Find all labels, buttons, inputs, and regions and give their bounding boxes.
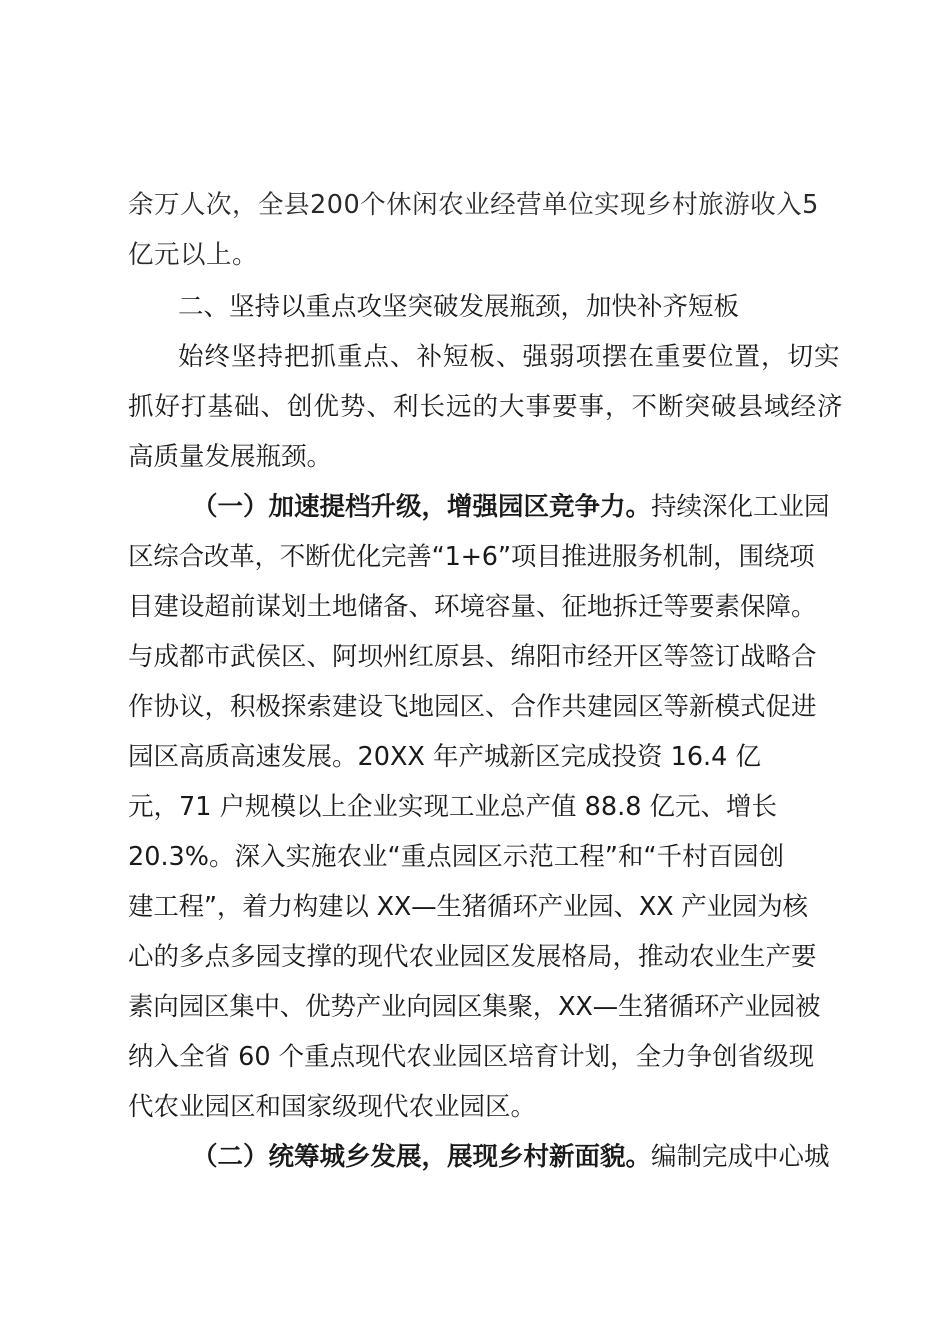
body-line: 作协议，积极探索建设飞地园区、合作共建园区等新模式促进 [128, 692, 817, 722]
body-line: 素向园区集中、优势产业向园区集聚，XX—生猪循环产业园被 [128, 992, 821, 1022]
body-line: 抓好打基础、创优势、利长远的大事要事，不断突破县域经济 [128, 392, 844, 422]
body-line: 纳入全省 60 个重点现代农业园区培育计划，全力争创省级现 [128, 1042, 815, 1072]
subsection-paragraph-start [192, 1140, 830, 1174]
body-line: 区综合改革，不断优化完善“1+6”项目推进服务机制，围绕项 [128, 542, 815, 572]
body-line: 代农业园区和国家级现代农业园区。 [128, 1092, 537, 1122]
subsection-paragraph-start [192, 490, 830, 524]
subsection-heading: （二）统筹城乡发展，展现乡村新面貌。 [192, 1142, 652, 1172]
body-line: 亿元以上。 [128, 240, 259, 270]
body-text: 编制完成中心城 [651, 1142, 830, 1172]
body-line: 建工程”，着力构建以 XX—生猪循环产业园、XX 产业园为核 [128, 892, 808, 922]
body-line: 心的多点多园支撑的现代农业园区发展格局，推动农业生产要 [128, 942, 817, 972]
body-line: 元，71 户规模以上企业实现工业总产值 88.8 亿元、增长 [128, 792, 778, 822]
body-line: 20.3%。深入实施农业“重点园区示范工程”和“千村百园创 [128, 842, 785, 872]
body-line: 与成都市武侯区、阿坝州红原县、绵阳市经开区等签订战略合 [128, 642, 817, 672]
body-line: 园区高质高速发展。20XX 年产城新区完成投资 16.4 亿 [128, 742, 761, 772]
section-heading: 二、坚持以重点攻坚突破发展瓶颈，加快补齐短板 [178, 292, 740, 322]
body-text: 持续深化工业园 [651, 492, 830, 522]
body-line: 余万人次，全县200个休闲农业经营单位实现乡村旅游收入5 [128, 190, 819, 220]
subsection-heading: （一）加速提档升级，增强园区竞争力。 [192, 492, 652, 522]
body-line: 目建设超前谋划土地储备、环境容量、征地拆迁等要素保障。 [128, 592, 817, 622]
body-line: 高质量发展瓶颈。 [128, 442, 333, 472]
body-line: 始终坚持把抓重点、补短板、强弱项摆在重要位置，切实 [178, 342, 841, 372]
